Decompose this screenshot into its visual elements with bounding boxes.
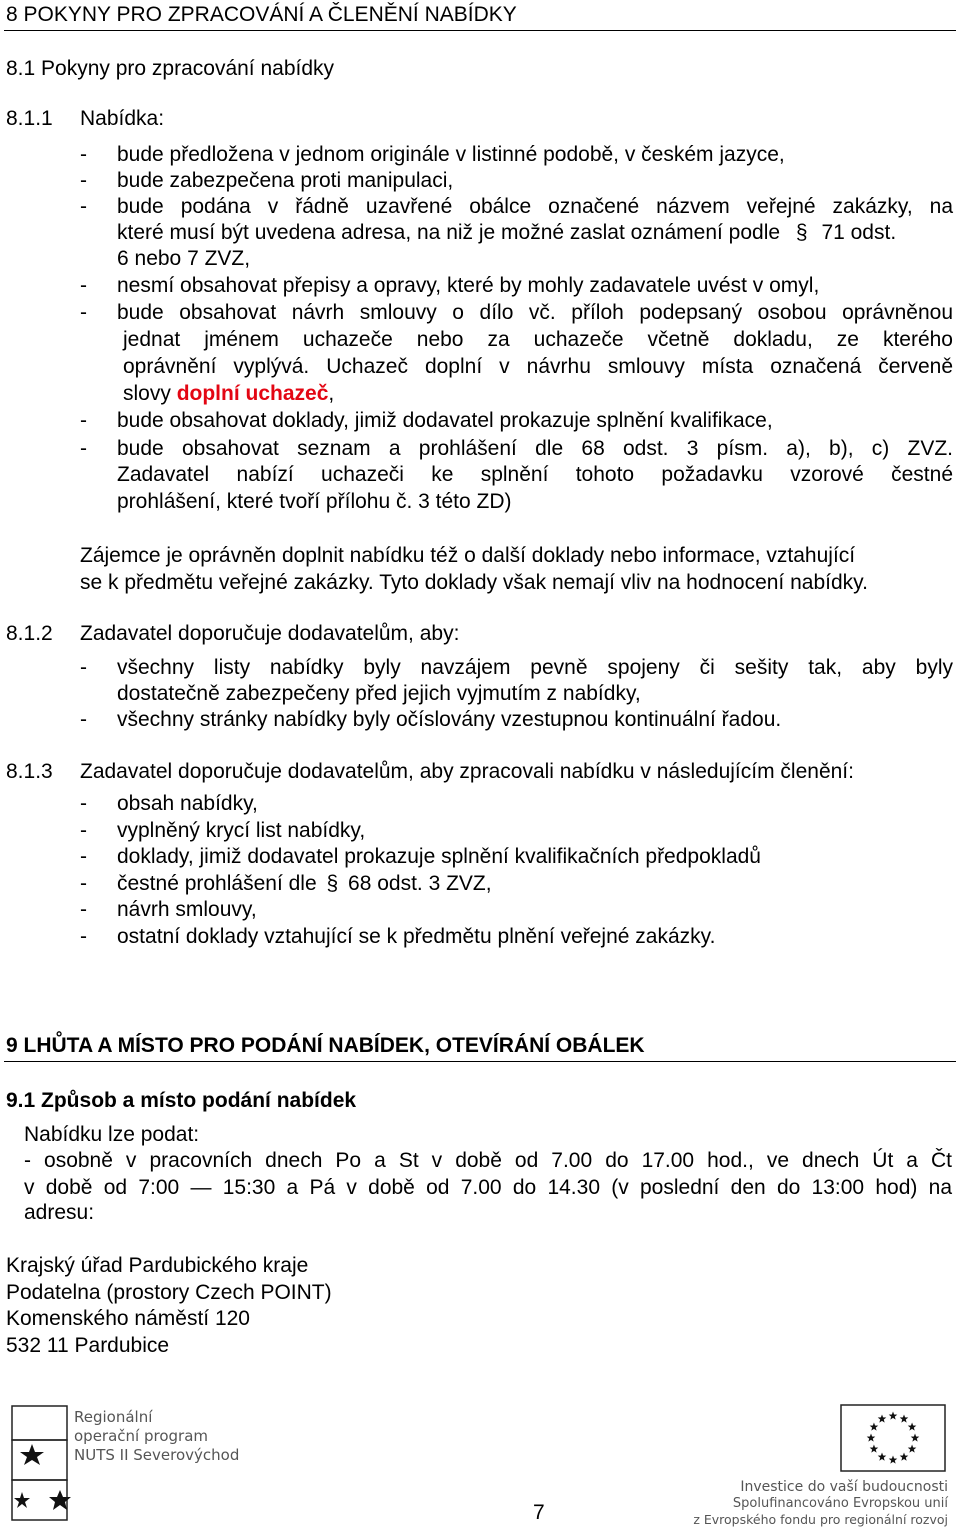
- bullet-dash: -: [80, 819, 87, 842]
- list-item: [117, 871, 492, 897]
- list-item: bude předložena v jednom originále v listinné podobě, v českém jazyce,: [117, 143, 785, 166]
- address-line: Podatelna (prostory Czech POINT): [6, 1281, 332, 1304]
- bullet-dash: -: [80, 169, 87, 192]
- section-8-1-2-title: Zadavatel doporučuje dodavatelům, aby:: [80, 622, 460, 645]
- bullet-dash: -: [80, 437, 87, 460]
- list-item-continuation: [117, 220, 896, 246]
- bullet-dash: -: [80, 195, 87, 218]
- section-sign-icon: §: [795, 221, 808, 244]
- list-item-text: 71 odst.: [821, 221, 897, 244]
- rop-logo-line: NUTS II Severovýchod: [74, 1446, 240, 1464]
- section-8-rule: [4, 30, 956, 31]
- section-8-1-1-number: 8.1.1: [6, 107, 53, 130]
- section-8-1-1-title: Nabídka:: [80, 107, 165, 130]
- bullet-dash: -: [80, 845, 87, 868]
- section-8-title: 8 POKYNY PRO ZPRACOVÁNÍ A ČLENĚNÍ NABÍDKY: [6, 3, 517, 26]
- page-number: 7: [533, 1501, 545, 1524]
- bullet-dash: -: [80, 925, 87, 948]
- list-item-continuation: [123, 381, 334, 407]
- list-item: vyplněný krycí list nabídky,: [117, 819, 366, 842]
- rop-logo-mark-icon: [10, 1404, 80, 1522]
- paragraph-line: Zájemce je oprávněn doplnit nabídku též o další doklady nebo informace, vztahující: [80, 544, 856, 567]
- paragraph-line: se k předmětu veřejné zakázky. Tyto doklady však nemají vliv na hodnocení nabídky.: [80, 571, 868, 594]
- list-item: bude zabezpečena proti manipulaci,: [117, 169, 454, 192]
- eu-flag-icon: [840, 1404, 946, 1472]
- list-item: bude obsahovat návrh smlouvy o dílo vč. příloh podepsaný osobou oprávněnou: [117, 301, 953, 324]
- list-item: bude obsahovat doklady, jimiž dodavatel prokazuje splnění kvalifikace,: [117, 409, 773, 432]
- list-item-text: slovy: [123, 382, 171, 405]
- eu-logo-line: z Evropského fondu pro regionální rozvoj: [693, 1512, 948, 1527]
- rop-logo: [10, 1404, 260, 1522]
- list-item: nesmí obsahovat přepisy a opravy, které by mohly zadavatele uvést v omyl,: [117, 274, 820, 297]
- list-item-text: 68 odst. 3 ZVZ,: [348, 872, 492, 895]
- list-item-continuation: prohlášení, které tvoří přílohu č. 3 této ZD): [117, 490, 512, 513]
- bullet-dash: -: [80, 898, 87, 921]
- rop-logo-line: operační program: [74, 1427, 209, 1445]
- section-8-1-heading: 8.1 Pokyny pro zpracování nabídky: [6, 57, 335, 80]
- list-item-continuation: dostatečně zabezpečeny před jejich vyjmutím z nabídky,: [117, 682, 641, 705]
- paragraph-line: - osobně v pracovních dnech Po a St v době od 7.00 do 17.00 hod., ve dnech Út a Čt: [24, 1149, 952, 1172]
- list-item: bude podána v řádně uzavřené obálce označené názvem veřejné zakázky, na: [117, 195, 953, 218]
- bullet-dash: -: [80, 872, 87, 895]
- section-9-title: 9 LHŮTA A MÍSTO PRO PODÁNÍ NABÍDEK, OTEVÍRÁNÍ OBÁLEK: [6, 1034, 645, 1057]
- list-item: všechny stránky nabídky byly očíslovány vzestupnou kontinuální řadou.: [117, 708, 782, 731]
- section-8-1-3-title: Zadavatel doporučuje dodavatelům, aby zpracovali nabídku v následujícím členění:: [80, 760, 854, 783]
- paragraph-line: Nabídku lze podat:: [24, 1123, 200, 1146]
- eu-logo-line: Spolufinancováno Evropskou unií: [732, 1496, 948, 1511]
- list-item-text: čestné prohlášení dle: [117, 872, 317, 895]
- bullet-dash: -: [80, 409, 87, 432]
- list-item-continuation: 6 nebo 7 ZVZ,: [117, 247, 251, 270]
- bullet-dash: -: [80, 143, 87, 166]
- red-highlight-text: doplní uchazeč: [176, 382, 329, 405]
- list-item-continuation: Zadavatel nabízí uchazeči ke splnění tohoto požadavku vzorové čestné: [117, 463, 953, 486]
- paragraph-line: v době od 7:00 — 15:30 a Pá v době od 7.00 do 14.30 (v poslední den do 13:00 hod) na: [24, 1176, 952, 1199]
- list-item-continuation: jednat jménem uchazeče nebo za uchazeče včetně dokladu, ze kterého: [123, 328, 953, 351]
- list-item-text: ,: [328, 382, 335, 405]
- section-9-rule: [4, 1061, 956, 1062]
- list-item-text: které musí být uvedena adresa, na niž je možné zaslat oznámení podle: [117, 221, 781, 244]
- section-9-1-heading: 9.1 Způsob a místo podání nabídek: [6, 1089, 357, 1112]
- address-line: Krajský úřad Pardubického kraje: [6, 1254, 309, 1277]
- eu-logo: [690, 1404, 954, 1527]
- list-item-continuation: oprávnění vyplývá. Uchazeč doplní v návrhu smlouvy místa označená červeně: [123, 355, 953, 378]
- list-item: všechny listy nabídky byly navzájem pevně spojeny či sešity tak, aby byly: [117, 656, 953, 679]
- bullet-dash: -: [80, 274, 87, 297]
- list-item: návrh smlouvy,: [117, 898, 257, 921]
- list-item: doklady, jimiž dodavatel prokazuje splnění kvalifikačních předpokladů: [117, 845, 761, 868]
- bullet-dash: -: [80, 656, 87, 679]
- list-item: ostatní doklady vztahující se k předmětu plnění veřejné zakázky.: [117, 925, 716, 948]
- bullet-dash: -: [80, 708, 87, 731]
- bullet-dash: -: [80, 792, 87, 815]
- section-8-1-3-number: 8.1.3: [6, 760, 53, 783]
- address-line: Komenského náměstí 120: [6, 1307, 250, 1330]
- list-item: bude obsahovat seznam a prohlášení dle 68 odst. 3 písm. a), b), c) ZVZ.: [117, 437, 953, 460]
- bullet-dash: -: [80, 301, 87, 324]
- rop-logo-line: Regionální: [74, 1408, 153, 1426]
- paragraph-line: adresu:: [24, 1201, 95, 1224]
- address-line: 532 11 Pardubice: [6, 1334, 170, 1357]
- section-8-1-2-number: 8.1.2: [6, 622, 53, 645]
- section-sign-icon: §: [326, 872, 339, 895]
- eu-logo-line: Investice do vaší budoucnosti: [740, 1479, 948, 1495]
- list-item: obsah nabídky,: [117, 792, 258, 815]
